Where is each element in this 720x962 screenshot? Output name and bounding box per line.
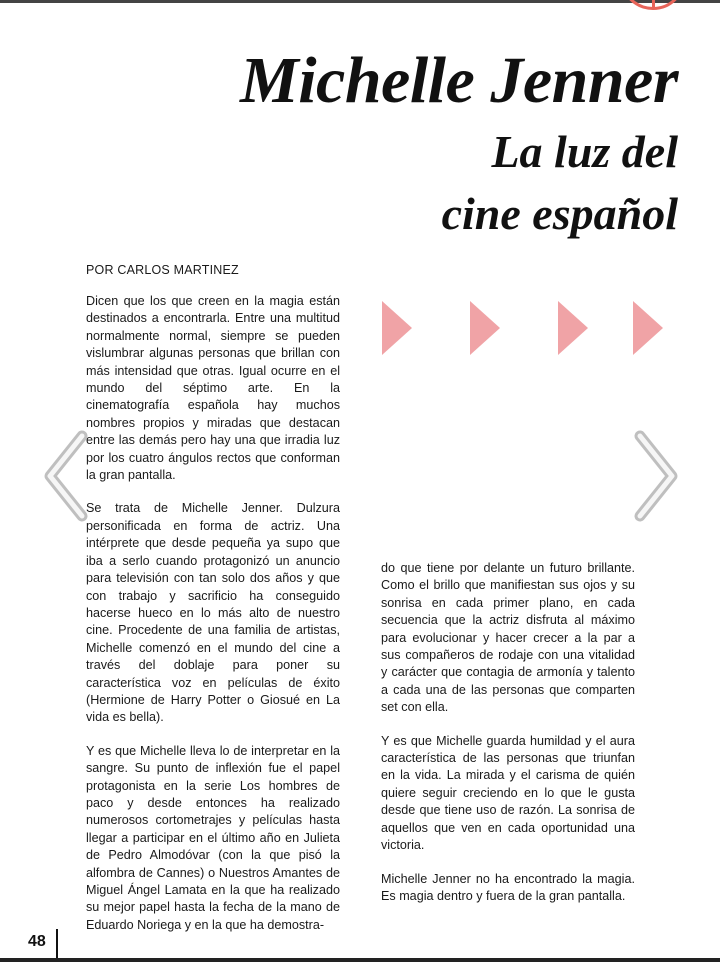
- paragraph: Y es que Michelle lleva lo de interpretar en la sangre. Su punto de inflexión fue el papel protagonista en la serie Los hombres de paco y desde entonces ha realizado numerosos cortometrajes y películas hasta llegar a participar en el último año en Julieta de Pedro Almodóvar (con la que pisó la alfombra de Cannes) o Nuestros Amantes de Miguel Ángel Lamata en la que ha realizado su mejor papel hasta la fecha de la mano de Eduardo Noriega y en la que ha demostra-: [86, 743, 340, 932]
- top-rule: [0, 0, 720, 3]
- decorative-arrow-icon: [470, 301, 500, 355]
- right-column: [381, 560, 635, 921]
- paragraph: Y es que Michelle guarda humildad y el aura característica de las personas que triunfan en la vida. La mirada y el carisma de quién quiere seguir creciendo en lo que le gusta desde que tiene uso de razón. La sonrisa de aquellos que ven en cada oportunidad una victoria.: [381, 733, 635, 853]
- page-number: 48: [28, 933, 46, 950]
- bottom-rule: [0, 958, 720, 962]
- decorative-arrow-icon: [558, 301, 588, 355]
- chevron-right-icon[interactable]: [624, 428, 684, 524]
- paragraph: do que tiene por delante un futuro brillante. Como el brillo que manifiestan sus ojos y su sonrisa en cada primer plano, en cada secuencia que la actriz disfruta al máximo para evolucionar y hacer crecer a la par a sus compañeros de rodaje con una vitalidad y carácter que contagia de armonía y talento a cada una de las personas que comparten set con ella.: [381, 561, 635, 715]
- title-block: [240, 42, 678, 244]
- decorative-arrow-icon: [382, 301, 412, 355]
- article-subtitle-line2: cine español: [441, 188, 678, 239]
- decorative-arrow-icon: [633, 301, 663, 355]
- left-column: [86, 293, 340, 950]
- byline: POR CARLOS MARTINEZ: [86, 263, 239, 277]
- paragraph: Se trata de Michelle Jenner. Dulzura personificada en forma de actriz. Una intérprete que desde pequeña ya supo que iba a serlo cuando protagonizó un anuncio para televisión con tan solo dos años y que con trabajo y sacrificio ha conseguido hacerse hueco en lo más alto de nuestro cine. Procedente de una familia de artistas, Michelle comenzó en el mundo del cine a través del doblaje para poner su característica voz en películas de éxito (Hermione de Harry Potter o Giosué en La vida es bella).: [86, 501, 340, 725]
- paragraph: Michelle Jenner no ha encontrado la magia. Es magia dentro y fuera de la gran pantalla.: [381, 871, 635, 903]
- page-number-divider: [56, 929, 58, 959]
- chevron-left-icon[interactable]: [38, 428, 98, 524]
- article-subtitle-line1: La luz del: [491, 126, 678, 177]
- paragraph: Dicen que los que creen en la magia están destinados a encontrarla. Entre una multitud normalmente normal, siempre se pueden vislumbrar algunas personas que brillan con más intensidad que otras. Igual ocurre en el mundo del séptimo arte. En la cinematografía española hay muchos nombres propios y miradas que destacan entre las demás pero hay una que irradia luz por los cuatro ángulos rectos que conforman la gran pantalla.: [86, 294, 340, 483]
- article-title: Michelle Jenner: [240, 44, 678, 117]
